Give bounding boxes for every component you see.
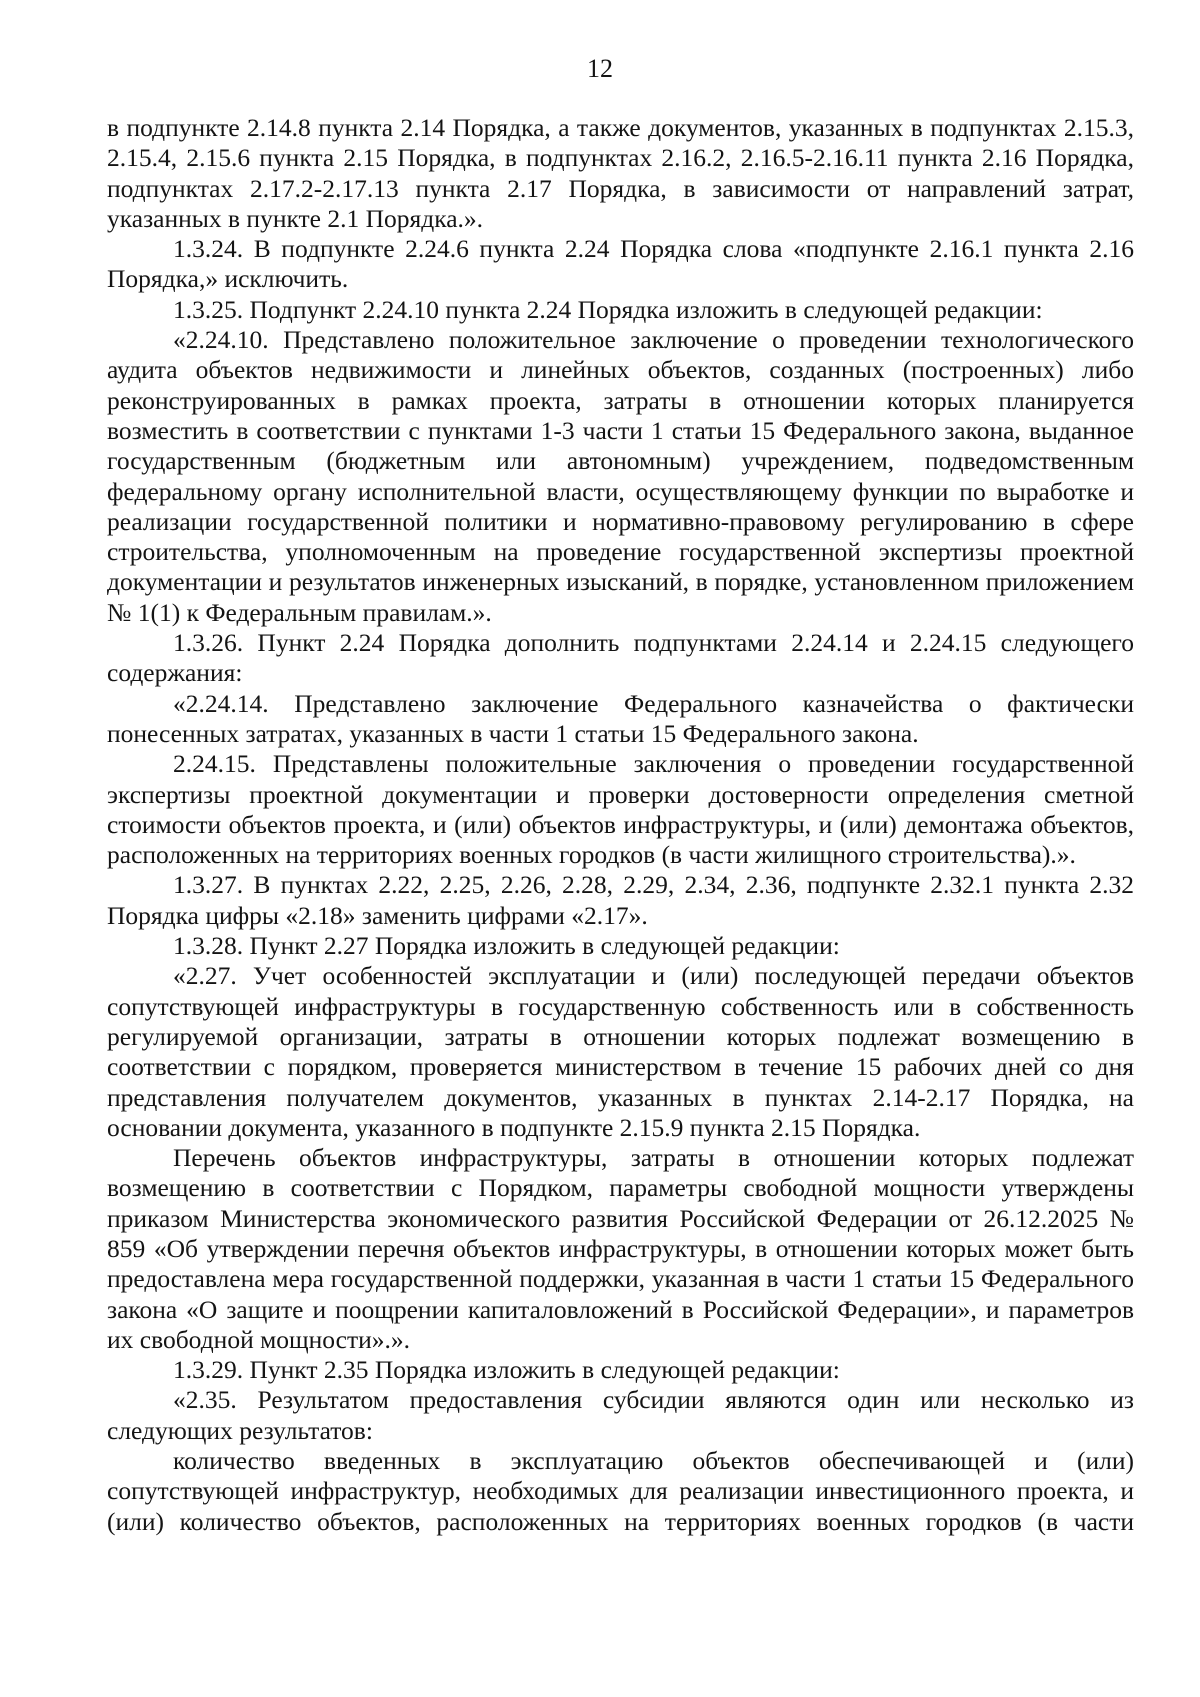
paragraph-1-3-27: 1.3.27. В пунктах 2.22, 2.25, 2.26, 2.28, 2.29, 2.34, 2.36, подпункте 2.32.1 пункта 2.32 Порядка цифры «2.18» заменить цифрами «2.17».	[107, 870, 1134, 930]
paragraph-1-3-25: 1.3.25. Подпункт 2.24.10 пункта 2.24 Порядка изложить в следующей редакции:	[173, 294, 1043, 324]
paragraph-2-24-10: «2.24.10. Представлено положительное заключение о проведении технологического аудита объектов недвижимости и линейных объектов, созданных (построенных) либо реконструированных в рамках проекта, затраты в отношении которых планируется возместить в соответствии с пунктами 1-3 части 1 статьи 15 Федерального закона, выданное государственным (бюджетным или автономным) учреждением, подведомственным федеральному органу исполнительной власти, осуществляющему функции по выработке и реализации государственной политики и нормативно-правовому регулированию в сфере строительства, уполномоченным на проведение государственной экспертизы проектной документации и результатов инженерных изысканий, в порядке, установленном приложением № 1(1) к Федеральным правилам.».	[107, 325, 1134, 627]
document-body	[107, 113, 1134, 1537]
paragraph-infrastructure-list: Перечень объектов инфраструктуры, затраты в отношении которых подлежат возмещению в соответствии с Порядком, параметры свободной мощности утверждены приказом Министерства экономического развития Российской Федерации от 26.12.2025 № 859 «Об утверждении перечня объектов инфраструктуры, в отношении которых может быть предоставлена мера государственной поддержки, указанная в части 1 статьи 15 Федерального закона «О защите и поощрении капиталовложений в Российской Федерации», и параметров их свободной мощности».».	[107, 1143, 1134, 1354]
paragraph-1-3-26: 1.3.26. Пункт 2.24 Порядка дополнить подпунктами 2.24.14 и 2.24.15 следующего содержания:	[107, 628, 1134, 688]
paragraph-2-35: «2.35. Результатом предоставления субсидии являются один или несколько из следующих результатов:	[107, 1385, 1134, 1445]
page-number: 12	[587, 54, 613, 83]
paragraph-1-3-28: 1.3.28. Пункт 2.27 Порядка изложить в следующей редакции:	[173, 931, 840, 961]
paragraph-results-count: количество введенных в эксплуатацию объектов обеспечивающей и (или) сопутствующей инфраструктур, необходимых для реализации инвестиционного проекта, и (или) количество объектов, расположенных на территориях военных городков (в части	[107, 1446, 1134, 1536]
paragraph-continuation: в подпункте 2.14.8 пункта 2.14 Порядка, а также документов, указанных в подпунктах 2.15.3, 2.15.4, 2.15.6 пункта 2.15 Порядка, в подпунктах 2.16.2, 2.16.5-2.16.11 пункта 2.16 Порядка, подпунктах 2.17.2-2.17.13 пункта 2.17 Порядка, в зависимости от направлений затрат, указанных в пункте 2.1 Порядка.».	[107, 113, 1134, 233]
paragraph-2-27: «2.27. Учет особенностей эксплуатации и (или) последующей передачи объектов сопутствующей инфраструктуры в государственную собственность или в собственность регулируемой организации, затраты в отношении которых подлежат возмещению в соответствии с порядком, проверяется министерством в течение 15 рабочих дней со дня представления получателем документов, указанных в пунктах 2.14-2.17 Порядка, на основании документа, указанного в подпункте 2.15.9 пункта 2.15 Порядка.	[107, 961, 1134, 1142]
paragraph-1-3-24: 1.3.24. В подпункте 2.24.6 пункта 2.24 Порядка слова «подпункте 2.16.1 пункта 2.16 Порядка,» исключить.	[107, 234, 1134, 294]
paragraph-2-24-15: 2.24.15. Представлены положительные заключения о проведении государственной экспертизы проектной документации и проверки достоверности определения сметной стоимости объектов проекта, и (или) объектов инфраструктуры, и (или) демонтажа объектов, расположенных на территориях военных городков (в части жилищного строительства).».	[107, 749, 1134, 870]
paragraph-2-24-14: «2.24.14. Представлено заключение Федерального казначейства о фактически понесенных затратах, указанных в части 1 статьи 15 Федерального закона.	[107, 688, 1134, 748]
paragraph-1-3-29: 1.3.29. Пункт 2.35 Порядка изложить в следующей редакции:	[173, 1355, 840, 1385]
